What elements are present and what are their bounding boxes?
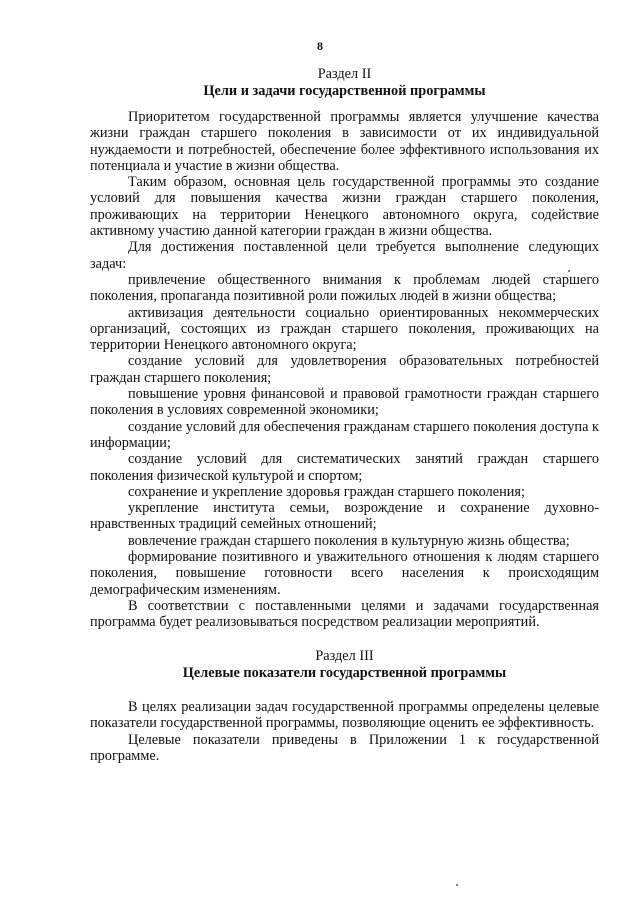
section-3-paragraph: В целях реализации задач государственной программы определены целевые показатели государственной программы, позволяющие оценить ее эффективность.	[90, 699, 599, 732]
section-3-heading: Раздел III	[315, 648, 374, 664]
scan-speck	[568, 270, 570, 272]
section-2-title: Цели и задачи государственной программы	[203, 83, 486, 99]
task-item: повышение уровня финансовой и правовой грамотности граждан старшего поколения в условиях современной экономики;	[90, 386, 599, 419]
section-2	[90, 66, 599, 631]
section-3-title: Целевые показатели государственной программы	[182, 665, 507, 681]
task-item: сохранение и укрепление здоровья граждан старшего поколения;	[128, 483, 525, 500]
task-item: создание условий для систематических занятий граждан старшего поколения физической культурой и спортом;	[90, 451, 599, 484]
task-item: создание условий для обеспечения гражданам старшего поколения доступа к информации;	[90, 418, 599, 451]
scan-speck	[456, 884, 458, 886]
task-item: вовлечение граждан старшего поколения в культурную жизнь общества;	[128, 532, 570, 549]
task-item: активизация деятельности социально ориентированных некоммерческих организаций, состоящих из граждан старшего поколения, проживающих на территории Ненецкого автономного округа;	[90, 304, 599, 354]
section-2-paragraph: Таким образом, основная цель государственной программы это создание условий для повышения качества жизни граждан старшего поколения, проживающих на территории Ненецкого автономного округа, содействие активному участию данной категории граждан в жизни общества.	[90, 174, 599, 240]
section-2-paragraph: В соответствии с поставленными целями и задачами государственная программа будет реализовываться посредством реализации мероприятий.	[90, 597, 599, 631]
task-item: привлечение общественного внимания к проблемам людей старшего поколения, пропаганда позитивной роли пожилых людей в жизни общества;	[90, 271, 599, 305]
task-item: создание условий для удовлетворения образовательных потребностей граждан старшего поколения;	[90, 353, 599, 386]
task-item: формирование позитивного и уважительного отношения к людям старшего поколения, повышение готовности всего населения к происходящим демографическим изменениям.	[90, 549, 599, 598]
section-2-paragraph: Для достижения поставленной цели требуется выполнение следующих задач:	[90, 239, 599, 272]
page-number: 8	[317, 39, 323, 53]
section-2-heading: Раздел II	[317, 66, 372, 82]
section-3	[90, 648, 599, 764]
section-3-paragraph: Целевые показатели приведены в Приложении 1 к государственной программе.	[90, 731, 599, 764]
task-item: укрепление института семьи, возрождение и сохранение духовно-нравственных традиций семейных отношений;	[90, 500, 599, 533]
section-2-paragraph: Приоритетом государственной программы является улучшение качества жизни граждан старшего поколения в зависимости от их индивидуальной нуждаемости и потребностей, обеспечение более эффективного использования их потенциала и участие в жизни общества.	[90, 109, 599, 174]
